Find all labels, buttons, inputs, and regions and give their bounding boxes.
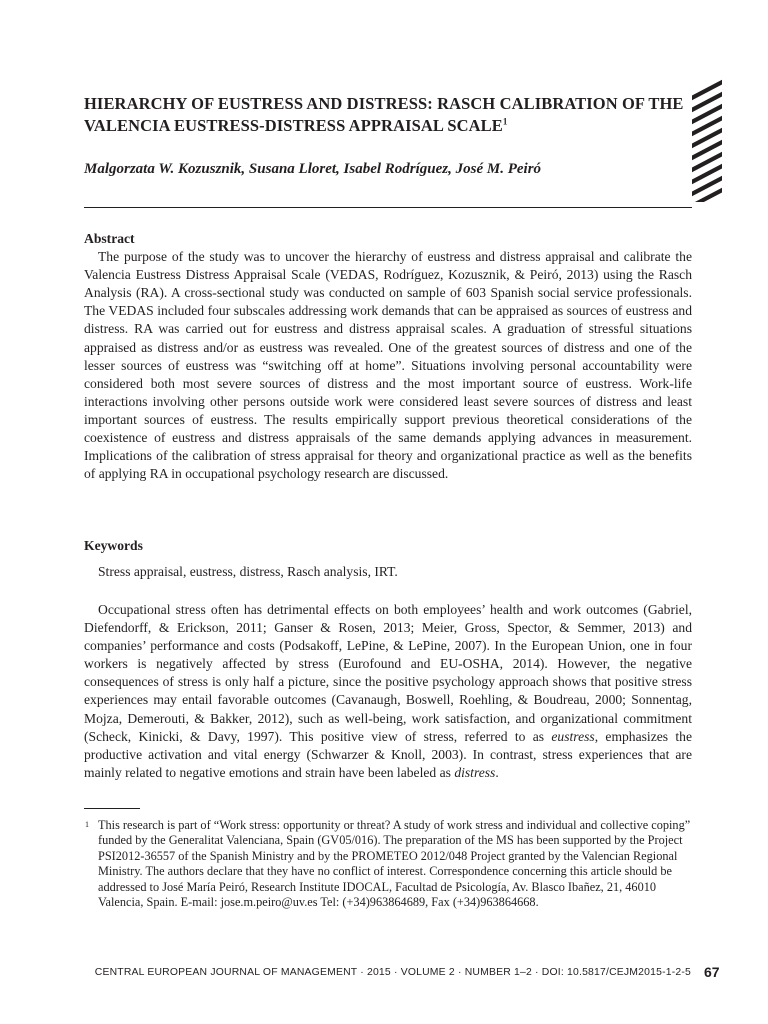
keywords-text: Stress appraisal, eustress, distress, Rasch analysis, IRT. bbox=[98, 564, 398, 580]
footnote bbox=[85, 818, 692, 910]
journal-footer: CENTRAL EUROPEAN JOURNAL OF MANAGEMENT · 2015 · VOLUME 2 · NUMBER 1–2 · DOI: 10.5817/CEJM2015-1-2-5 bbox=[94, 967, 691, 978]
term-distress: distress bbox=[454, 764, 496, 780]
keywords-section bbox=[84, 537, 692, 581]
abstract-text: The purpose of the study was to uncover the hierarchy of eustress and distress appraisal and calibrate the Valencia Eustress Distress Appraisal Scale (VEDAS, Rodríguez, Kozusznik, & Peiró, 2013) using the Rasch Analysis (RA). A cross-sectional study was conducted on sample of 603 Spanish social service professionals. The VEDAS included four subscales addressing work demands that can be appraised as sources of eustress and distress. RA was carried out for eustress and distress appraisal scales. A graduation of stressful situations appraised as distress and/or as eustress was revealed. One of the greatest sources of distress and one of the lesser sources of eustress was “switching off at home”. Situations involving personal accountability were considered both most severe sources of distress and the most important source of eustress. Work-life interactions involving other persons outside work were considered least severe sources of distress and least important sources of eustress. The results empirically support previous theoretical considerations of the coexistence of eustress and distress appraisals of the same demands applying advances in measurement. Implications of the calibration of stress appraisal for theory and organizational practice as well as the benefits of applying RA in occupational psychology research are discussed. bbox=[84, 249, 692, 482]
title-footnote-mark: 1 bbox=[502, 116, 508, 127]
header-divider bbox=[84, 207, 692, 208]
footnote-mark: 1 bbox=[85, 820, 89, 829]
keywords-heading: Keywords bbox=[84, 538, 143, 553]
page-number: 67 bbox=[704, 964, 720, 980]
article-title: HIERARCHY OF EUSTRESS AND DISTRESS: RASCH CALIBRATION OF THE VALENCIA EUSTRESS-DISTRESS APPRAISAL SCALE$^1$ bbox=[84, 94, 684, 135]
term-eustress: eustress bbox=[551, 728, 595, 744]
author-list: Malgorzata W. Kozusznik, Susana Lloret, Isabel Rodríguez, José M. Peiró bbox=[84, 161, 542, 177]
abstract-section bbox=[84, 230, 692, 483]
body-paragraph: Occupational stress often has detrimental effects on both employees’ health and work outcomes (Gabriel, Diefendorff, & Erickson, 2011; Ganser & Rosen, 2013; Meier, Gross, Spector, & Semmer, 2013) and companies’ performance and costs (Podsakoff, LePine, & LePine, 2007). In the European Union, one in four workers is negatively affected by stress (Eurofound and EU-OSHA, 2014). However, the negative consequences of stress is only half a picture, since the positive psychology approach shows that positive stress experiences may entail favorable outcomes (Cavanaugh, Boswell, Roehling, & Boudreau, 2000; Sonnentag, Mojza, Demerouti, & Bakker, 2012), such as well-being, work satisfaction, and organizational commitment (Scheck, Kinicki, & Davy, 1997). This positive view of stress, referred to as eustress, emphasizes the productive activation and vital energy (Schwarzer & Knoll, 2003). In contrast, stress experiences that are mainly related to negative emotions and strain have been labeled as distress. bbox=[84, 602, 692, 780]
footnote-text: This research is part of “Work stress: opportunity or threat? A study of work stress and individual and collective coping” funded by the Generalitat Valenciana, Spain (GV05/016). The preparation of the MS has been supported by the Project PSI2012-36557 of the Spanish Ministry and by the PROMETEO 2012/048 Project granted by the Valencian Regional Ministry. The authors declare that they have no conflict of interest. Correspondence concerning this article should be addressed to José María Peiró, Research Institute IDOCAL, Facultad de Psicología, Av. Blasco Ibañez, 21, 46010 Valencia, Spain. E-mail: jose.m.peiro@uv.es Tel: (+34)963864689, Fax (+34)963864668. bbox=[98, 818, 691, 910]
footnote-divider bbox=[84, 808, 140, 809]
introduction-section bbox=[84, 601, 692, 782]
diagonal-stripes-decoration bbox=[692, 78, 722, 202]
abstract-heading: Abstract bbox=[84, 231, 135, 246]
